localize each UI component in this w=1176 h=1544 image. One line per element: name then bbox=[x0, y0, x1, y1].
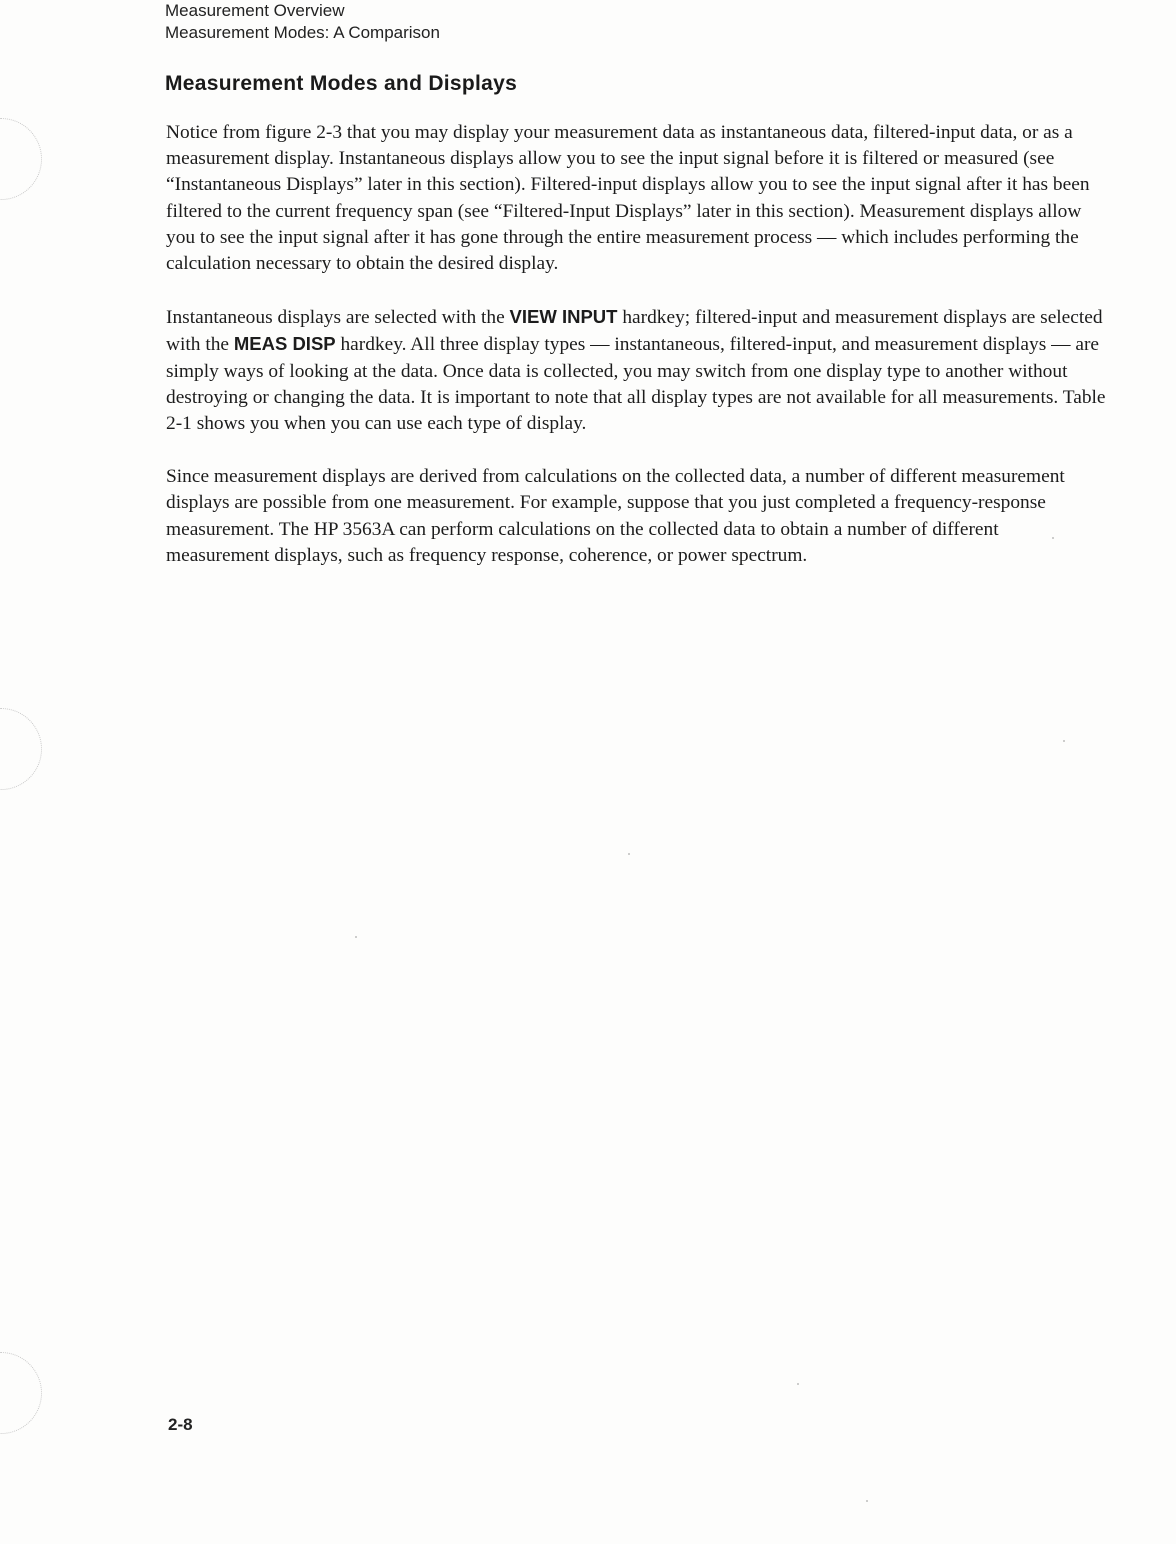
scan-speck bbox=[355, 936, 357, 938]
paragraph-2-text-c: hardkey. All three display types — instantaneous, filtered-input, and measurement displays — are simply ways of looking at the data. Once data is collected, you may switch from one display type to another without destroying or changing the data. It is important to note that all display types are not available for all measurements. Table 2-1 shows you when you can use each type of display. bbox=[166, 334, 1106, 435]
binder-hole-middle bbox=[0, 708, 42, 790]
section-heading: Measurement Modes and Displays bbox=[165, 72, 518, 95]
binder-hole-bottom bbox=[0, 1352, 42, 1434]
paragraph-2 bbox=[166, 304, 1106, 437]
body-text bbox=[166, 120, 1106, 596]
paragraph-3: Since measurement displays are derived from calculations on the collected data, a number of different measurement displays are possible from one measurement. For example, suppose that you just completed a frequency-response measurement. The HP 3563A can perform calculations on the collected data to obtain a number of different measurement displays, such as frequency response, coherence, or power spectrum. bbox=[166, 466, 1065, 566]
paragraph-1: Notice from figure 2-3 that you may display your measurement data as instantaneous data, filtered-input data, or as a measurement display. Instantaneous displays allow you to see the input signal before it is filtered or measured (see “Instantaneous Displays” later in this section). Filtered-input displays allow you to see the input signal after it has been filtered to the current frequency span (see “Filtered-Input Displays” later in this section). Measurement displays allow you to see the input signal after it has gone through the entire measurement process — which includes performing the calculation necessary to obtain the desired display. bbox=[166, 122, 1090, 275]
paragraph-2-text-b: hardkey; filtered-input and measurement displays are selected with the bbox=[166, 307, 1103, 356]
view-input-hardkey: VIEW INPUT bbox=[509, 306, 618, 328]
scan-speck bbox=[797, 1383, 799, 1385]
paragraph-2-text-a: Instantaneous displays are selected with the bbox=[166, 307, 510, 329]
header-section-title: Measurement Modes: A Comparison bbox=[165, 23, 440, 42]
scan-speck bbox=[628, 853, 630, 855]
scan-speck bbox=[1063, 740, 1065, 742]
page-number: 2-8 bbox=[168, 1415, 193, 1434]
header-chapter-title: Measurement Overview bbox=[165, 1, 345, 20]
meas-disp-hardkey: MEAS DISP bbox=[233, 333, 336, 355]
scan-speck bbox=[866, 1500, 868, 1502]
running-header bbox=[165, 0, 440, 44]
binder-hole-top bbox=[0, 118, 42, 200]
